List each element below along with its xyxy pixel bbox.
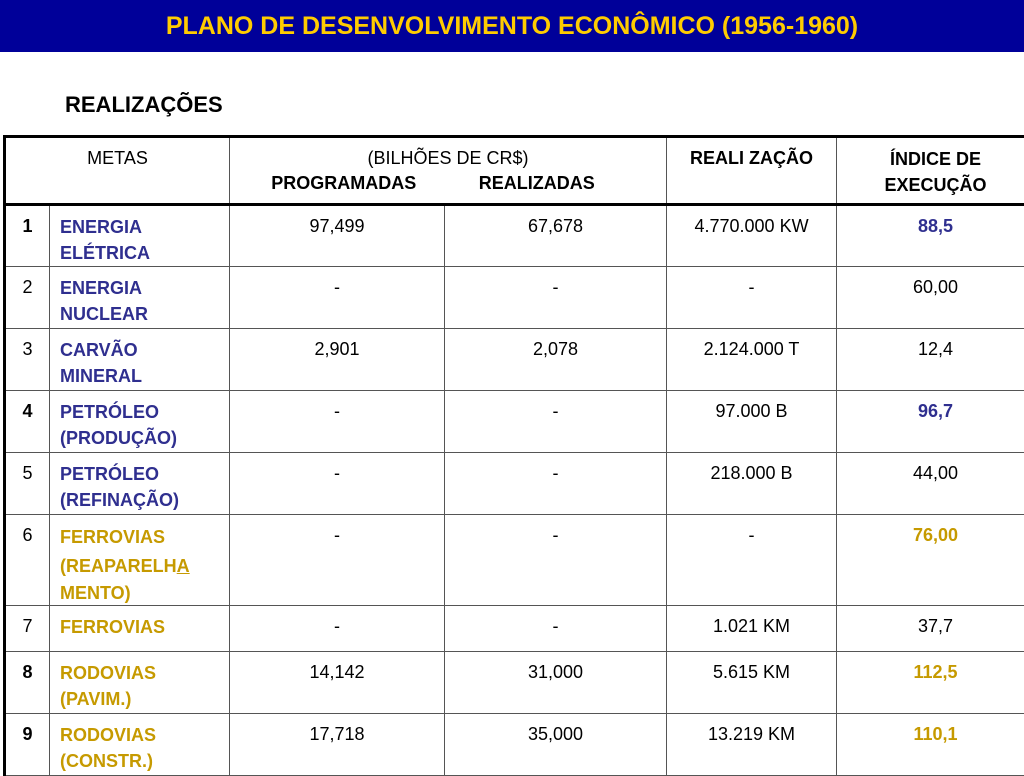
row-programadas: 14,142: [230, 652, 445, 714]
row-programadas: 97,499: [230, 205, 445, 267]
subtitle: REALIZAÇÕES: [65, 92, 223, 118]
row-meta: [50, 606, 230, 652]
meta-line: (REFINAÇÃO): [60, 487, 229, 513]
row-realizadas: -: [445, 606, 667, 652]
row-realizacao: -: [667, 515, 837, 606]
header-realizacao: REALI ZAÇÃO: [667, 137, 837, 205]
meta-line: (PAVIM.): [60, 686, 229, 712]
table-row: [5, 205, 1024, 267]
row-indice: 12,4: [837, 329, 1024, 391]
row-realizacao: 13.219 KM: [667, 714, 837, 776]
meta-line: NUCLEAR: [60, 301, 229, 327]
meta-line: ENERGIA: [60, 214, 229, 240]
row-realizadas: 2,078: [445, 329, 667, 391]
table-row: [5, 606, 1024, 652]
title-bar: [0, 0, 1024, 52]
row-number: 1: [5, 205, 50, 267]
header-metas: METAS: [5, 137, 230, 205]
meta-line: (CONSTR.): [60, 748, 229, 774]
row-realizadas: -: [445, 267, 667, 329]
table-row: [5, 453, 1024, 515]
row-indice: 88,5: [837, 205, 1024, 267]
header-indice: [837, 137, 1024, 205]
meta-line: MINERAL: [60, 363, 229, 389]
row-realizacao: 1.021 KM: [667, 606, 837, 652]
row-number: 6: [5, 515, 50, 606]
meta-line: PETRÓLEO: [60, 461, 229, 487]
row-meta: [50, 453, 230, 515]
table-row: [5, 515, 1024, 606]
meta-line: MENTO): [60, 581, 229, 605]
row-indice: 112,5: [837, 652, 1024, 714]
row-realizacao: 2.124.000 T: [667, 329, 837, 391]
row-programadas: -: [230, 453, 445, 515]
row-meta: [50, 205, 230, 267]
row-indice: 60,00: [837, 267, 1024, 329]
header-valores: [230, 137, 667, 205]
row-programadas: -: [230, 267, 445, 329]
meta-line: ELÉTRICA: [60, 240, 229, 266]
row-realizacao: 4.770.000 KW: [667, 205, 837, 267]
row-meta: [50, 267, 230, 329]
row-number: 5: [5, 453, 50, 515]
row-number: 9: [5, 714, 50, 776]
row-number: 7: [5, 606, 50, 652]
row-indice: 96,7: [837, 391, 1024, 453]
header-row: [5, 137, 1024, 205]
row-meta: [50, 515, 230, 606]
row-meta: [50, 652, 230, 714]
row-number: 4: [5, 391, 50, 453]
meta-line: RODOVIAS: [60, 722, 229, 748]
meta-fragment-underlined: A: [177, 556, 190, 576]
row-realizadas: -: [445, 453, 667, 515]
row-indice: 44,00: [837, 453, 1024, 515]
row-number: 2: [5, 267, 50, 329]
row-realizacao: 218.000 B: [667, 453, 837, 515]
row-indice: 76,00: [837, 515, 1024, 606]
meta-line: ENERGIA: [60, 275, 229, 301]
row-programadas: 17,718: [230, 714, 445, 776]
row-realizacao: 97.000 B: [667, 391, 837, 453]
row-programadas: -: [230, 391, 445, 453]
meta-line: FERROVIAS: [60, 614, 229, 640]
header-subcols: [230, 169, 666, 194]
table-row: [5, 652, 1024, 714]
header-indice-line1: ÍNDICE DE: [837, 146, 1024, 172]
page-title: PLANO DE DESENVOLVIMENTO ECONÔMICO (1956-1960): [166, 12, 858, 41]
header-indice-line2: EXECUÇÃO: [837, 172, 1024, 198]
row-number: 8: [5, 652, 50, 714]
row-programadas: -: [230, 606, 445, 652]
row-realizacao: -: [667, 267, 837, 329]
row-realizadas: 31,000: [445, 652, 667, 714]
meta-line: CARVÃO: [60, 337, 229, 363]
row-meta: [50, 714, 230, 776]
row-realizadas: 35,000: [445, 714, 667, 776]
header-programadas: PROGRAMADAS: [271, 173, 416, 194]
row-programadas: -: [230, 515, 445, 606]
header-bilhoes: (BILHÕES DE CR$): [230, 138, 666, 169]
row-realizadas: -: [445, 515, 667, 606]
table-row: [5, 714, 1024, 776]
metas-table: [3, 135, 1024, 776]
row-realizadas: -: [445, 391, 667, 453]
row-number: 3: [5, 329, 50, 391]
meta-line: RODOVIAS: [60, 660, 229, 686]
row-programadas: 2,901: [230, 329, 445, 391]
table-row: [5, 267, 1024, 329]
meta-fragment: (REAPARELH: [60, 556, 177, 576]
header-realizadas: REALIZADAS: [479, 173, 595, 194]
meta-line: FERROVIAS: [60, 523, 229, 552]
meta-line: [60, 552, 229, 581]
meta-line: (PRODUÇÃO): [60, 425, 229, 451]
row-meta: [50, 391, 230, 453]
row-indice: 110,1: [837, 714, 1024, 776]
meta-line: PETRÓLEO: [60, 399, 229, 425]
row-meta: [50, 329, 230, 391]
row-realizadas: 67,678: [445, 205, 667, 267]
table-row: [5, 329, 1024, 391]
table-row: [5, 391, 1024, 453]
row-realizacao: 5.615 KM: [667, 652, 837, 714]
row-indice: 37,7: [837, 606, 1024, 652]
